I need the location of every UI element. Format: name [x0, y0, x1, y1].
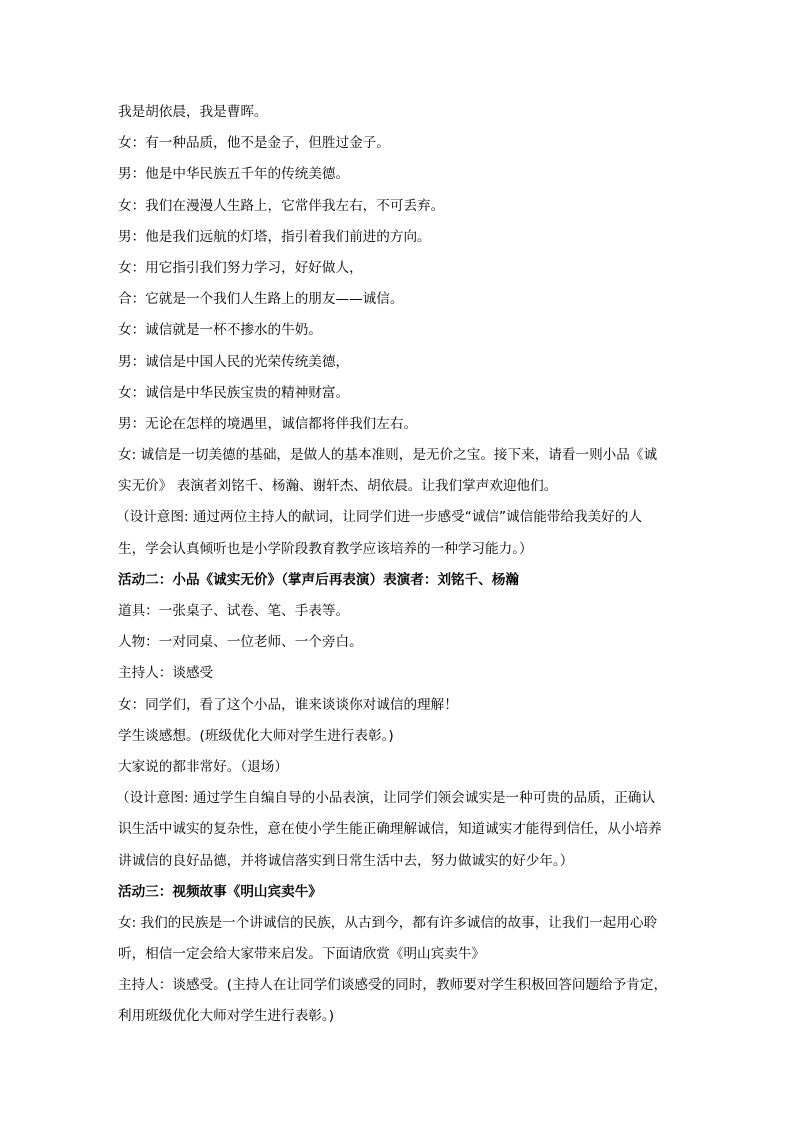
dialogue-line: 合：它就是一个我们人生路上的朋友——诚信。	[118, 291, 404, 308]
dialogue-line: 女：我们在漫漫人生路上，它常伴我左右，不可丢弃。	[118, 197, 445, 214]
dialogue-line: 女: 诚信是一切美德的基础，是做人的基本准则，是无价之宝。接下来，请看一则小品《诚	[118, 447, 658, 464]
props-line: 道具：一张桌子、试卷、笔、手表等。	[118, 603, 350, 619]
design-intent-note: （设计意图: 通过学生自编自导的小品表演，让同学们领会诚实是一种可贵的品质，正确认	[116, 790, 656, 807]
document-body	[118, 97, 688, 1033]
design-intent-note: 生，学会认真倾听也是小学阶段教育教学应该培养的一种学习能力。）	[118, 540, 533, 557]
host-line: 主持人：谈感受。(主持人在让同学们谈感受的同时，教师要对学生积极回答问题给予肯定，	[118, 977, 668, 994]
host-line: 主持人：谈感受	[118, 665, 214, 682]
dialogue-line: 女：诚信就是一杯不掺水的牛奶。	[118, 322, 322, 339]
activity-heading: 活动三：视频故事《明山宾卖牛》	[118, 883, 322, 900]
dialogue-line: 男：诚信是中国人民的光荣传统美德，	[118, 353, 350, 370]
dialogue-line: 大家说的都非常好。（退场）	[118, 758, 288, 775]
dialogue-line: 学生谈感想。(班级优化大师对学生进行表彰。)	[118, 727, 394, 744]
intro-line: 我是胡依晨，我是曹晖。	[118, 104, 268, 120]
dialogue-line: 女：有一种品质，他不是金子，但胜过金子。	[118, 135, 390, 152]
dialogue-line: 男：无论在怎样的境遇里，诚信都将伴我们左右。	[118, 415, 418, 432]
dialogue-line: 女: 我们的民族是一个讲诚信的民族，从古到今，都有许多诚信的故事，让我们一起用心聆	[118, 914, 658, 931]
activity-heading: 活动二：小品《诚实无价》（掌声后再表演）表演者：刘铭千、杨瀚	[118, 571, 520, 588]
dialogue-line: 女：同学们，看了这个小品，谁来谈谈你对诚信的理解！	[118, 696, 458, 713]
design-intent-note: 识生活中诚实的复杂性，意在使小学生能正确理解诚信，知道诚实才能得到信任，从小培养	[118, 821, 662, 838]
design-intent-note: （设计意图: 通过两位主持人的献词，让同学们进一步感受“诚信”诚信能带给我美好的人	[116, 509, 642, 526]
dialogue-line: 男：他是中华民族五千年的传统美德。	[118, 166, 350, 183]
dialogue-line: 听，相信一定会给大家带来启发。下面请欣赏《明山宾卖牛》	[118, 946, 486, 963]
dialogue-line: 实无价》 表演者刘铭千、杨瀚、谢轩杰、胡依晨。让我们掌声欢迎他们。	[118, 478, 558, 495]
design-intent-note: 讲诚信的良好品德，并将诚信落实到日常生活中去，努力做诚实的好少年。）	[118, 852, 574, 869]
host-line: 利用班级优化大师对学生进行表彰。)	[118, 1008, 335, 1025]
dialogue-line: 女：诚信是中华民族宝贵的精神财富。	[118, 384, 350, 401]
dialogue-line: 女：用它指引我们努力学习，好好做人，	[118, 259, 363, 276]
dialogue-line: 男：他是我们远航的灯塔，指引着我们前进的方向。	[118, 228, 431, 245]
characters-line: 人物：一对同桌、一位老师、一个旁白。	[118, 634, 363, 651]
